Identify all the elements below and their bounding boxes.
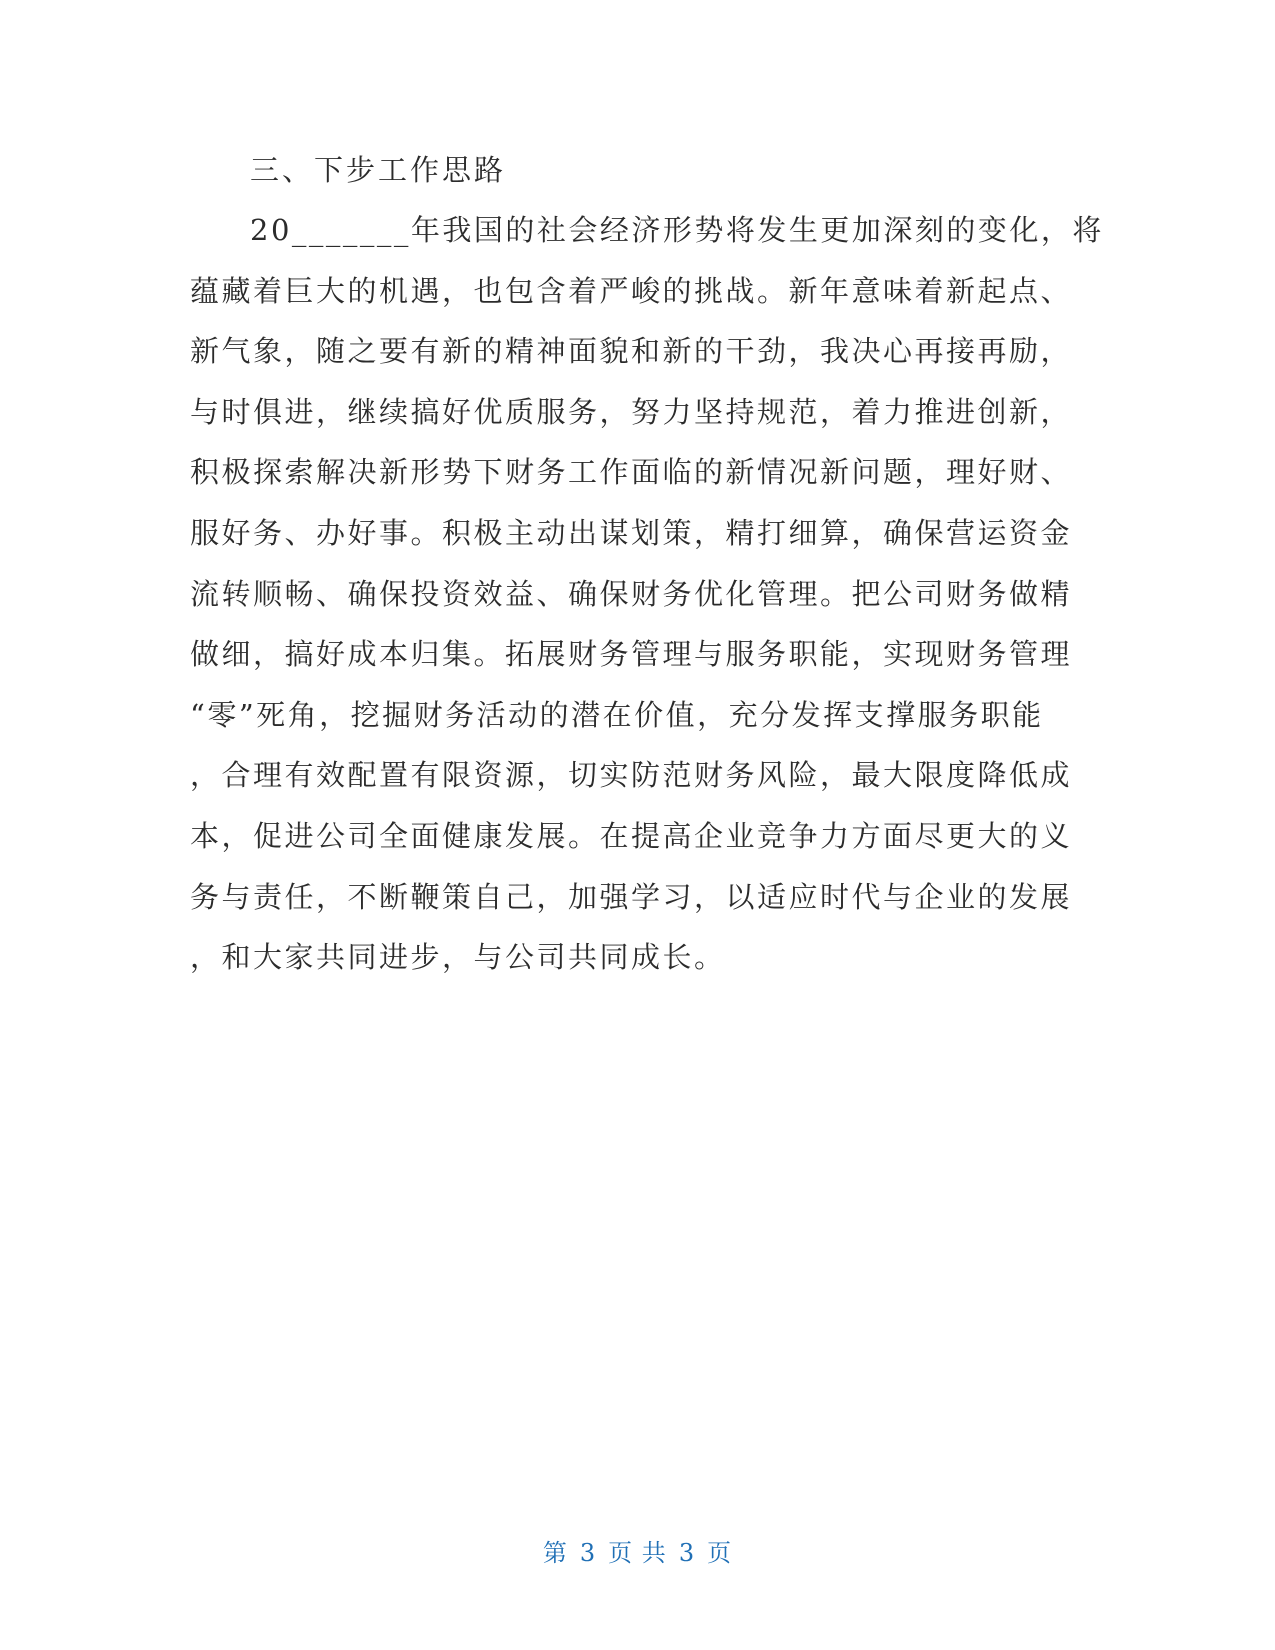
body-paragraph [190,210,1104,998]
paragraph-line: 做细，搞好成本归集。拓展财务管理与服务职能，实现财务管理 [190,637,1073,672]
paragraph-line: 新气象，随之要有新的精神面貌和新的干劲，我决心再接再励， [190,334,1073,369]
footer-mid: 页 共 [608,1539,667,1567]
paragraph-line: 积极探索解决新形势下财务工作面临的新情况新问题，理好财、 [190,455,1073,490]
footer-prefix: 第 [542,1539,568,1567]
footer-total-pages: 3 [678,1539,696,1567]
paragraph-line: “零”死角，挖掘财务活动的潜在价值，充分发挥支撑服务职能 [190,697,1044,732]
section-heading: 三、下步工作思路 [250,153,507,187]
paragraph-line: 20_______年我国的社会经济形势将发生更加深刻的变化，将 [250,213,1104,247]
footer-suffix: 页 [707,1539,733,1567]
paragraph-line: 与时俱进，继续搞好优质服务，努力坚持规范，着力推进创新， [190,394,1073,429]
paragraph-line: 蕴藏着巨大的机遇，也包含着严峻的挑战。新年意味着新起点、 [190,273,1073,308]
paragraph-line: ，和大家共同进步，与公司共同成长。 [190,940,726,975]
paragraph-line: 务与责任，不断鞭策自己，加强学习，以适应时代与企业的发展 [190,879,1073,914]
page-footer [0,1537,1275,1569]
paragraph-line: 本，促进公司全面健康发展。在提高企业竞争力方面尽更大的义 [190,818,1073,853]
paragraph-line: 服好务、办好事。积极主动出谋划策，精打细算，确保营运资金 [190,515,1073,550]
footer-current-page: 3 [579,1539,597,1567]
paragraph-line: ，合理有效配置有限资源，切实防范财务风险，最大限度降低成 [190,758,1073,793]
paragraph-line: 流转顺畅、确保投资效益、确保财务优化管理。把公司财务做精 [190,576,1073,611]
